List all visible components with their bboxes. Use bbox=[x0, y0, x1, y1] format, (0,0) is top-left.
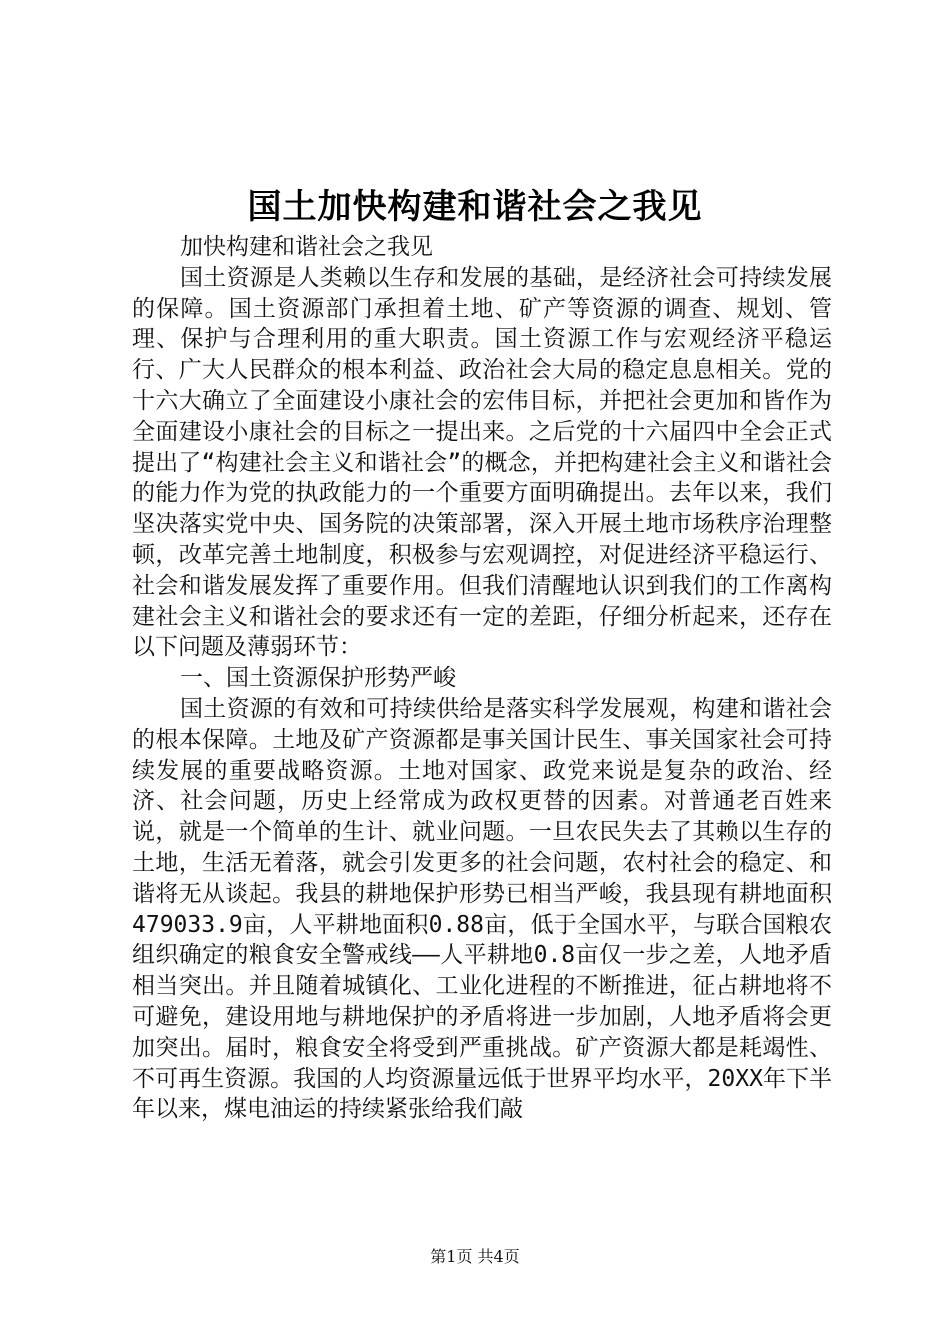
page-number: 第1页 共4页 bbox=[430, 1247, 520, 1266]
paragraph-1: 国土资源是人类赖以生存和发展的基础，是经济社会可持续发展的保障。国土资源部门承担着土地、矿产等资源的调查、规划、管理、保护与合理利用的重大职责。国土资源工作与宏观经济平稳运行、广大人民群众的根本利益、政治社会大局的稳定息息相关。党的十六大确立了全面建设小康社会的宏伟目标，并把社会更加和皆作为全面建设小康社会的目标之一提出来。之后党的十六届四中全会正式提出了“构建社会主义和谐社会”的概念，并把构建社会主义和谐社会的能力作为党的执政能力的一个重要方面明确提出。去年以来，我们坚决落实党中央、国务院的决策部署，深入开展土地市场秩序治理整顿，改革完善土地制度，积极参与宏观调控，对促进经济平稳运行、社会和谐发展发挥了重要作用。但我们清醒地认识到我们的工作离构建社会主义和谐社会的要求还有一定的差距，仔细分析起来，还存在以下问题及薄弱环节： bbox=[132, 264, 832, 661]
document-subtitle: 加快构建和谐社会之我见 bbox=[180, 234, 433, 260]
document-body bbox=[132, 232, 832, 1125]
section-heading-1: 一、国土资源保护形势严峻 bbox=[180, 665, 456, 692]
document-title: 国土加快构建和谐社会之我见 bbox=[247, 187, 703, 227]
paragraph-2: 国土资源的有效和可持续供给是落实科学发展观，构建和谐社会的根本保障。土地及矿产资源都是事关国计民生、事关国家社会可持续发展的重要战略资源。土地对国家、政党来说是复杂的政治、经济、社会问题，历史上经常成为政权更替的因素。对普通老百姓来说，就是一个简单的生计、就业问题。一旦农民失去了其赖以生存的土地，生活无着落，就会引发更多的社会问题，农村社会的稳定、和谐将无从谈起。我县的耕地保护形势已相当严峻，我县现有耕地面积479033.9亩，人平耕地面积0.88亩，低于全国水平，与联合国粮农组织确定的粮食安全警戒线——人平耕地0.8亩仅一步之差，人地矛盾相当突出。并且随着城镇化、工业化进程的不断推进，征占耕地将不可避免，建设用地与耕地保护的矛盾将进一步加剧，人地矛盾将会更加突出。届时，粮食安全将受到严重挑战。矿产资源大都是耗竭性、不可再生资源。我国的人均资源量远低于世界平均水平，20XX年下半年以来，煤电油运的持续紧张给我们敲 bbox=[132, 695, 832, 1123]
